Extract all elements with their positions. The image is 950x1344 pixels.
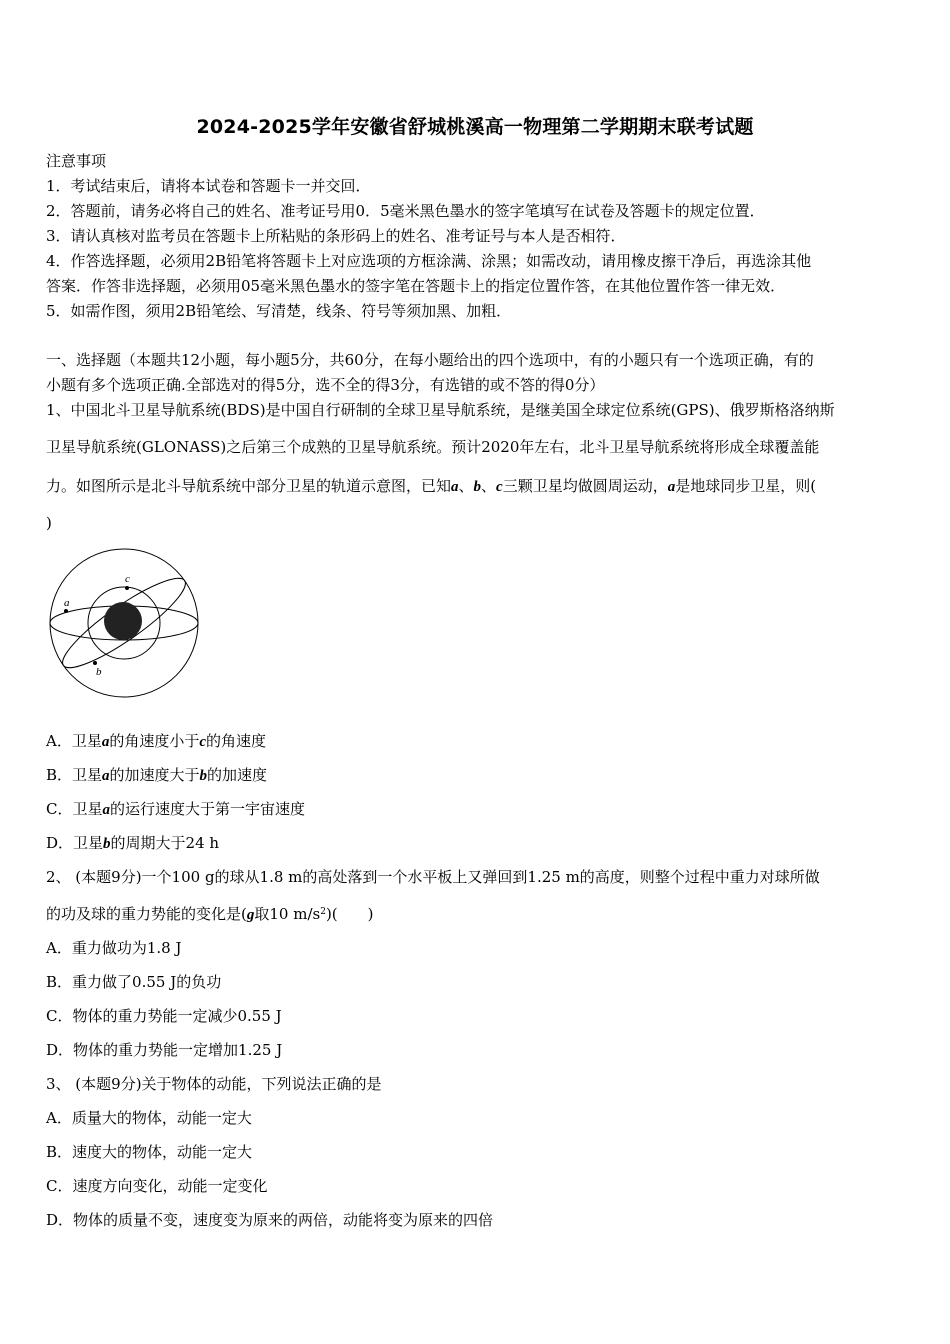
satellite-c-dot (125, 586, 129, 590)
notice-item-2: 2．答题前，请务必将自己的姓名、准考证号用0．5毫米黑色墨水的签字笔填写在试卷及答题卡的规定位置． (46, 202, 765, 220)
satellite-orbit-diagram (46, 545, 202, 701)
section-instructions-2: 小题有多个选项正确.全部选对的得5分，选不全的得3分，有选错的或不答的得0分） (46, 376, 605, 394)
notice-heading: 注意事项 (46, 152, 107, 170)
q1-option-d: D．卫星b的周期大于24 h (46, 834, 220, 852)
q2-option-a: A．重力做功为1.8 J (46, 939, 182, 957)
notice-item-4-cont: 答案．作答非选择题，必须用05毫米黑色墨水的签字笔在答题卡上的指定位置作答，在其他位置作答一律无效． (46, 277, 786, 295)
q2-stem-line-1: 2、 (本题9分)一个100 g的球从1.8 m的高处落到一个水平板上又弹回到1.25 m的高度，则整个过程中重力对球所做 (46, 868, 820, 886)
earth (104, 602, 142, 640)
section-instructions-1: 一、选择题（本题共12小题，每小题5分，共60分，在每小题给出的四个选项中，有的小题只有一个选项正确，有的 (46, 351, 814, 369)
q1-option-c: C．卫星a的运行速度大于第一宇宙速度 (46, 800, 305, 818)
q3-option-b: B．速度大的物体，动能一定大 (46, 1143, 253, 1161)
notice-item-1: 1．考试结束后，请将本试卷和答题卡一并交回． (46, 177, 371, 195)
notice-item-5: 5．如需作图，须用2B铅笔绘、写清楚，线条、符号等须加黑、加粗． (46, 302, 512, 320)
q3-option-a: A．质量大的物体，动能一定大 (46, 1109, 252, 1127)
q2-stem-line-2: 的功及球的重力势能的变化是(g取10 $m/s^2$)( ) (46, 905, 374, 923)
q3-option-d: D．物体的质量不变，速度变为原来的两倍，动能将变为原来的四倍 (46, 1211, 494, 1229)
notice-item-3: 3．请认真核对监考员在答题卡上所粘贴的条形码上的姓名、准考证号与本人是否相符． (46, 227, 626, 245)
satellite-a-dot (64, 609, 68, 613)
q3-stem: 3、 (本题9分)关于物体的动能，下列说法正确的是 (46, 1075, 382, 1093)
q1-stem-line-3: 力。如图所示是北斗导航系统中部分卫星的轨道示意图，已知a、b、c三颗卫星均做圆周运动，a是地球同步卫星，则( (46, 477, 817, 495)
label-c: c (125, 573, 130, 585)
satellite-b-dot (93, 661, 97, 665)
q2-option-c: C．物体的重力势能一定减少0.55 J (46, 1007, 282, 1025)
label-b: b (96, 666, 102, 678)
q2-option-d: D．物体的重力势能一定增加1.25 J (46, 1041, 283, 1059)
q1-option-a: A．卫星a的角速度小于c的角速度 (46, 732, 267, 750)
q1-stem-line-1: 1、中国北斗卫星导航系统(BDS)是中国自行研制的全球卫星导航系统，是继美国全球定位系统(GPS)、俄罗斯格洛纳斯 (46, 401, 835, 419)
q3-option-c: C．速度方向变化，动能一定变化 (46, 1177, 268, 1195)
notice-item-4: 4．作答选择题，必须用2B铅笔将答题卡上对应选项的方框涂满、涂黑；如需改动，请用橡皮擦干净后，再选涂其他 (46, 252, 812, 270)
q1-stem-line-4: ) (46, 514, 52, 532)
page-title: 2024-2025学年安徽省舒城桃溪高一物理第二学期期末联考试题 (196, 116, 754, 138)
q1-stem-line-2: 卫星导航系统(GLONASS)之后第三个成熟的卫星导航系统。预计2020年左右，北斗卫星导航系统将形成全球覆盖能 (46, 438, 820, 456)
q2-option-b: B．重力做了0.55 J的负功 (46, 973, 222, 991)
q1-option-b: B．卫星a的加速度大于b的加速度 (46, 766, 268, 784)
label-a: a (64, 597, 70, 609)
